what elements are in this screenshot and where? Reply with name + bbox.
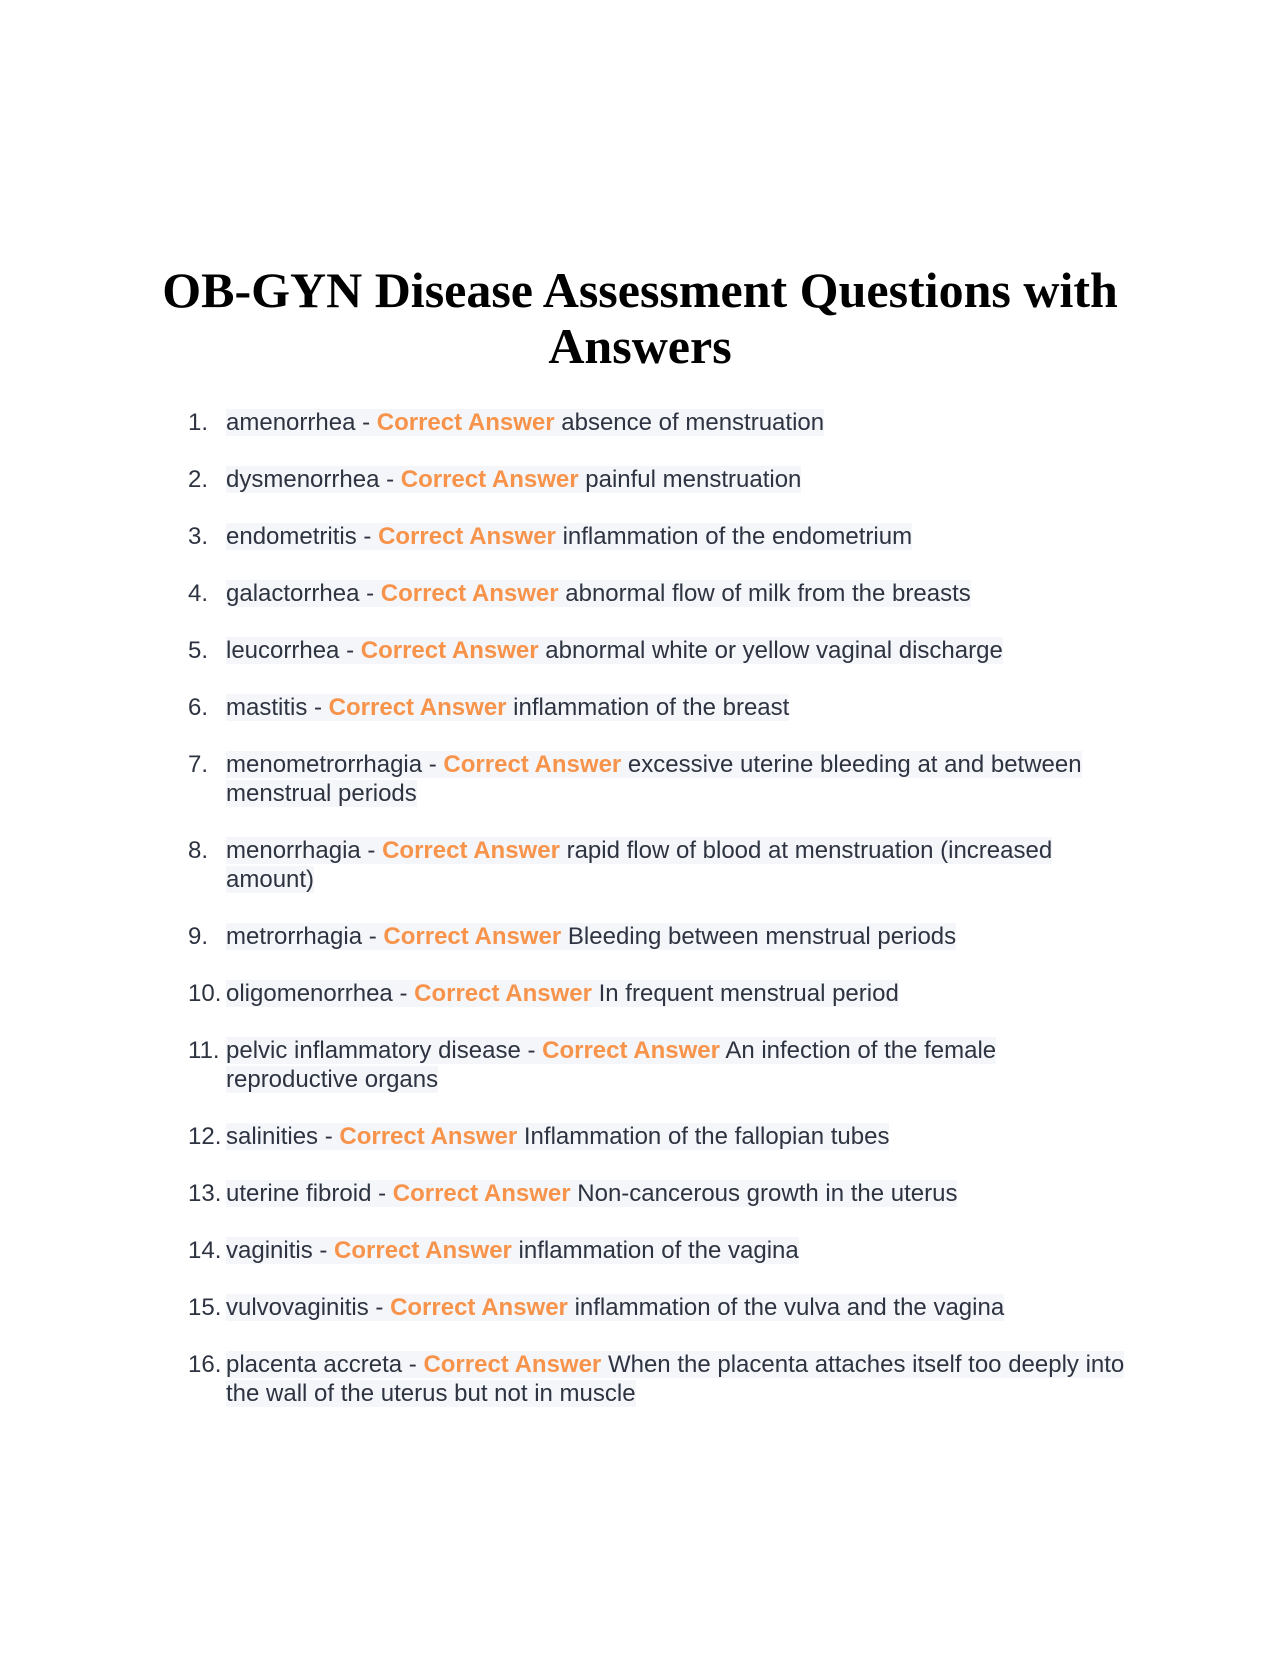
list-item xyxy=(0,1293,1126,1322)
item-term: leucorrhea - xyxy=(226,637,361,664)
item-answer: In frequent menstrual period xyxy=(591,980,899,1007)
list-item xyxy=(0,522,1126,551)
item-term: metrorrhagia - xyxy=(226,923,384,950)
item-text xyxy=(226,409,824,436)
item-answer: Non-cancerous growth in the uterus xyxy=(570,1180,958,1207)
item-text xyxy=(226,1123,889,1150)
list-item xyxy=(0,750,1126,808)
item-text xyxy=(226,637,1003,664)
item-answer: painful menstruation xyxy=(578,466,802,493)
item-answer: inflammation of the breast xyxy=(506,694,790,721)
correct-answer-label: Correct Answer xyxy=(392,1180,571,1207)
list-item xyxy=(0,922,1126,951)
item-number: 2. xyxy=(188,466,209,493)
item-term: vaginitis - xyxy=(226,1237,335,1264)
qa-list xyxy=(0,408,1280,1436)
item-term: uterine fibroid - xyxy=(226,1180,393,1207)
list-item xyxy=(0,1350,1126,1408)
correct-answer-label: Correct Answer xyxy=(390,1294,568,1321)
correct-answer-label: Correct Answer xyxy=(339,1123,518,1150)
list-item xyxy=(0,1179,1126,1208)
list-item xyxy=(0,408,1126,437)
item-number: 8. xyxy=(188,837,209,864)
list-item xyxy=(0,836,1126,894)
item-term: menometrorrhagia - xyxy=(226,751,444,778)
item-answer: inflammation of the endometrium xyxy=(555,523,913,550)
item-answer: When the placenta attaches itself too deeply into the wall of the uterus but not in muscle xyxy=(226,1351,1125,1407)
item-number: 6. xyxy=(188,694,209,721)
item-answer: Inflammation of the fallopian tubes xyxy=(517,1123,890,1150)
page-title: OB-GYN Disease Assessment Questions with Answers xyxy=(162,262,1118,374)
item-number: 3. xyxy=(188,523,209,550)
item-text xyxy=(226,1351,1124,1407)
item-answer: inflammation of the vulva and the vagina xyxy=(567,1294,1005,1321)
item-number: 7. xyxy=(188,751,209,778)
item-term: salinities - xyxy=(226,1123,340,1150)
correct-answer-label: Correct Answer xyxy=(360,637,539,664)
correct-answer-label: Correct Answer xyxy=(400,466,579,493)
item-number: 10. xyxy=(188,980,222,1007)
list-item xyxy=(0,636,1126,665)
list-item xyxy=(0,1036,1126,1094)
item-text xyxy=(226,523,912,550)
item-term: endometritis - xyxy=(226,523,379,550)
item-answer: abnormal white or yellow vaginal discharge xyxy=(538,637,1003,664)
item-number: 16. xyxy=(188,1351,222,1378)
item-text xyxy=(226,837,1052,893)
item-number: 4. xyxy=(188,580,209,607)
correct-answer-label: Correct Answer xyxy=(414,980,592,1007)
item-term: pelvic inflammatory disease - xyxy=(226,1037,543,1064)
correct-answer-label: Correct Answer xyxy=(380,580,559,607)
item-answer: absence of menstruation xyxy=(554,409,825,436)
item-number: 12. xyxy=(188,1123,222,1150)
item-answer: rapid flow of blood at menstruation (increased amount) xyxy=(226,837,1053,893)
item-answer: Bleeding between menstrual periods xyxy=(561,923,957,950)
correct-answer-label: Correct Answer xyxy=(378,523,556,550)
item-number: 5. xyxy=(188,637,209,664)
item-text xyxy=(226,1294,1004,1321)
item-term: vulvovaginitis - xyxy=(226,1294,391,1321)
item-term: mastitis - xyxy=(226,694,329,721)
item-term: oligomenorrhea - xyxy=(226,980,415,1007)
item-number: 11. xyxy=(188,1037,220,1064)
list-item xyxy=(0,465,1126,494)
item-text xyxy=(226,751,1082,807)
list-item xyxy=(0,579,1126,608)
item-number: 13. xyxy=(188,1180,222,1207)
item-term: placenta accreta - xyxy=(226,1351,424,1378)
item-text xyxy=(226,466,801,493)
list-item xyxy=(0,693,1126,722)
item-term: dysmenorrhea - xyxy=(226,466,401,493)
item-answer: abnormal flow of milk from the breasts xyxy=(558,580,971,607)
correct-answer-label: Correct Answer xyxy=(376,409,555,436)
item-term: menorrhagia - xyxy=(226,837,383,864)
correct-answer-label: Correct Answer xyxy=(383,923,562,950)
item-text xyxy=(226,1037,996,1093)
correct-answer-label: Correct Answer xyxy=(443,751,622,778)
item-number: 9. xyxy=(188,923,209,950)
item-text xyxy=(226,980,899,1007)
item-answer: excessive uterine bleeding at and between menstrual periods xyxy=(226,751,1082,807)
correct-answer-label: Correct Answer xyxy=(382,837,560,864)
list-item xyxy=(0,1122,1126,1151)
item-answer: inflammation of the vagina xyxy=(511,1237,799,1264)
item-term: amenorrhea - xyxy=(226,409,377,436)
correct-answer-label: Correct Answer xyxy=(423,1351,602,1378)
item-text xyxy=(226,923,956,950)
item-number: 14. xyxy=(188,1237,222,1264)
correct-answer-label: Correct Answer xyxy=(542,1037,720,1064)
correct-answer-label: Correct Answer xyxy=(334,1237,512,1264)
correct-answer-label: Correct Answer xyxy=(328,694,507,721)
item-term: galactorrhea - xyxy=(226,580,381,607)
list-item xyxy=(0,1236,1126,1265)
item-number: 1. xyxy=(188,409,209,436)
item-answer: An infection of the female reproductive organs xyxy=(226,1037,997,1093)
item-text xyxy=(226,694,789,721)
item-number: 15. xyxy=(188,1294,222,1321)
item-text xyxy=(226,1237,799,1264)
list-item xyxy=(0,979,1126,1008)
item-text xyxy=(226,580,971,607)
item-text xyxy=(226,1180,957,1207)
